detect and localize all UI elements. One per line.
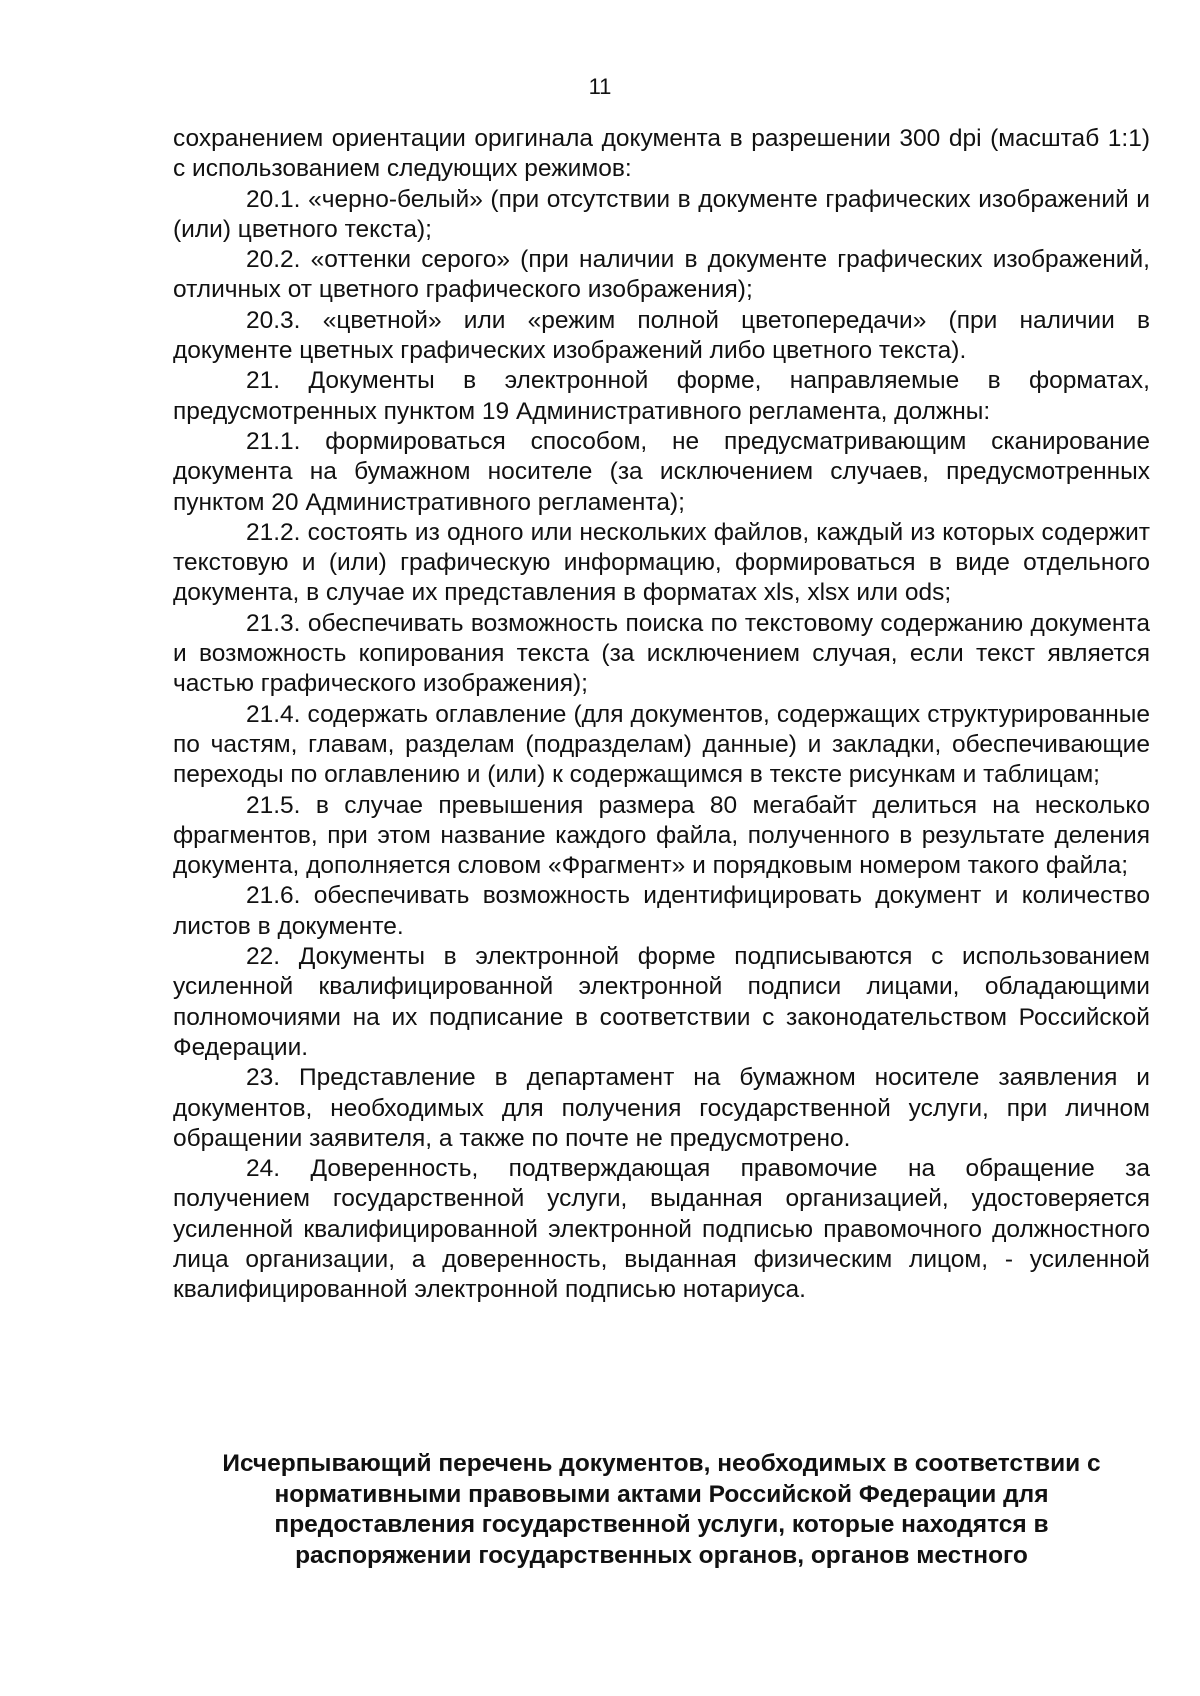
section-heading-line: предоставления государственной услуги, которые находятся в	[274, 1511, 1049, 1538]
paragraph-20-2: 20.2. «оттенки серого» (при наличии в документе графических изображений, отличных от цветного графического изображения);	[173, 246, 1150, 304]
paragraph-22: 22. Документы в электронной форме подписываются с использованием усиленной квалифицированной электронной подписи лицами, обладающими полномочиями на их подписание в соответствии с законодательством Российской Федерации.	[173, 943, 1150, 1061]
paragraph-21-6: 21.6. обеспечивать возможность идентифицировать документ и количество листов в документе.	[173, 882, 1150, 940]
paragraph-continuation: сохранением ориентации оригинала документа в разрешении 300 dpi (масштаб 1:1) с использованием следующих режимов:	[173, 125, 1150, 183]
paragraph-20-1: 20.1. «черно-белый» (при отсутствии в документе графических изображений и (или) цветного текста);	[173, 185, 1150, 243]
paragraph-21-5: 21.5. в случае превышения размера 80 мегабайт делиться на несколько фрагментов, при этом название каждого файла, полученного в результате деления документа, дополняется словом «Фрагмент» и порядковым номером такого файла;	[173, 791, 1150, 880]
document-body	[173, 124, 1150, 1306]
section-heading-line: распоряжении государственных органов, органов местного	[295, 1541, 1028, 1569]
paragraph-24: 24. Доверенность, подтверждающая правомочие на обращение за получением государственной услуги, выданная организацией, удостоверяется усиленной квалифицированной электронной подписью правомочного должностного лица организации, а доверенность, выданная физическим лицом, - усиленной квалифицированной электронной подписью нотариуса.	[173, 1155, 1150, 1304]
paragraph-21-2: 21.2. состоять из одного или нескольких файлов, каждый из которых содержит текстовую и (или) графическую информацию, формироваться в виде отдельного документа, в случае их представления в форматах xls, xlsx или ods;	[173, 518, 1150, 607]
paragraph-23: 23. Представление в департамент на бумажном носителе заявления и документов, необходимых для получения государственной услуги, при личном обращении заявителя, а также по почте не предусмотрено.	[173, 1064, 1150, 1152]
paragraph-21-1: 21.1. формироваться способом, не предусматривающим сканирование документа на бумажном носителе (за исключением случаев, предусмотренных пунктом 20 Административного регламента);	[173, 427, 1150, 516]
paragraph-21-3: 21.3. обеспечивать возможность поиска по текстовому содержанию документа и возможность копирования текста (за исключением случая, если текст является частью графического изображения);	[173, 609, 1150, 698]
page-number: 11	[588, 74, 612, 99]
paragraph-20-3: 20.3. «цветной» или «режим полной цветопередачи» (при наличии в документе цветных графических изображений либо цветного текста).	[173, 306, 1150, 365]
section-heading	[173, 1449, 1150, 1571]
paragraph-21: 21. Документы в электронной форме, направляемые в форматах, предусмотренных пунктом 19 Административного регламента, должны:	[173, 367, 1150, 425]
section-heading-line: нормативными правовыми актами Российской Федерации для	[274, 1480, 1049, 1508]
section-heading-line: Исчерпывающий перечень документов, необходимых в соответствии с	[222, 1450, 1101, 1477]
paragraph-21-4: 21.4. содержать оглавление (для документов, содержащих структурированные по частям, главам, разделам (подразделам) данные) и закладки, обеспечивающие переходы по оглавлению и (или) к содержащимся в тексте рисункам и таблицам;	[173, 700, 1150, 789]
